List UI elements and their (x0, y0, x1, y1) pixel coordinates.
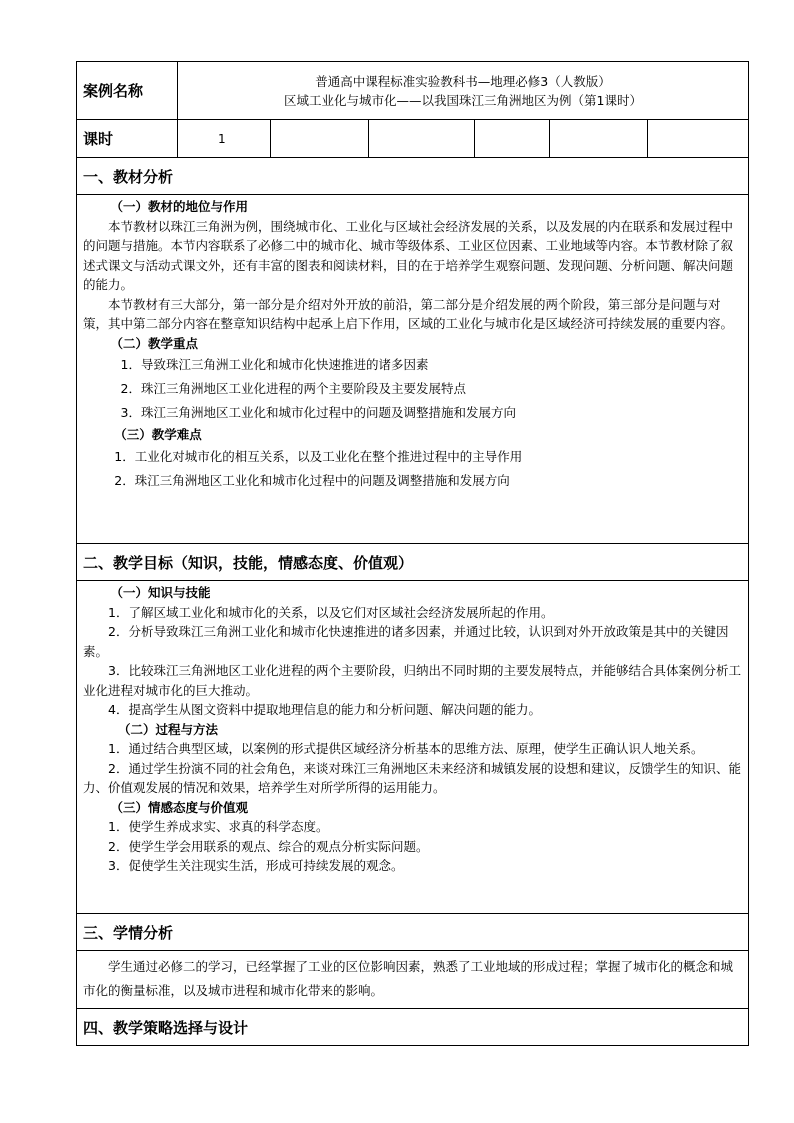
section1-body (77, 195, 749, 544)
list-item: 2．通过学生扮演不同的社会角色，来谈对珠江三角洲地区未来经济和城镇发展的设想和建议，反馈学生的知识、能力、价值观发展的情况和效果，培养学生对所学所得的运用能力。 (83, 760, 741, 795)
section3-title: 三、学情分析 (77, 914, 749, 951)
list-item: 2．珠江三角洲地区工业化和城市化过程中的问题及调整措施和发展方向 (114, 472, 510, 488)
section3-title-row (77, 914, 749, 951)
section2-title: 二、教学目标（知识，技能，情感态度、价值观） (77, 544, 749, 581)
list-item: 1．了解区域工业化和城市化的关系，以及它们对区域社会经济发展所起的作用。 (108, 604, 554, 620)
section2-body (77, 581, 749, 914)
subheading: （三）情感态度与价值观 (110, 799, 249, 815)
empty-cell (369, 120, 475, 158)
period-value: 1 (178, 120, 271, 158)
empty-cell (550, 120, 648, 158)
section1-body-row (77, 195, 749, 544)
lesson-plan-page (76, 61, 748, 1046)
list-item: 2．使学生学会用联系的观点、综合的观点分析实际问题。 (108, 838, 429, 854)
list-item: 2．分析导致珠江三角洲工业化和城市化快速推进的诸多因素，并通过比较，认识到对外开放政策是其中的关键因素。 (83, 624, 729, 659)
paragraph: 本节教材有三大部分，第一部分是介绍对外开放的前沿，第二部分是介绍发展的两个阶段，第三部分是问题与对策，其中第二部分内容在整章知识结构中起承上启下作用，区域的工业化与城市化是区域经济可持续发展的重要内容。 (83, 296, 734, 331)
subheading: （三）教学难点 (114, 427, 202, 442)
section2-title-row (77, 544, 749, 581)
section1-title: 一、教材分析 (77, 158, 749, 195)
list-item: 3．促使学生关注现实生活，形成可持续发展的观念。 (108, 858, 404, 873)
subheading: （二）教学重点 (110, 335, 199, 351)
subheading: （一）知识与技能 (110, 585, 211, 600)
list-item: 1．使学生养成求实、求真的科学态度。 (108, 819, 329, 834)
list-item: 3．珠江三角洲地区工业化和城市化过程中的问题及调整措施和发展方向 (120, 405, 516, 420)
section2-body-row (77, 581, 749, 914)
list-item: 1．工业化对城市化的相互关系，以及工业化在整个推进过程中的主导作用 (114, 448, 523, 464)
section1-title-row (77, 158, 749, 195)
section4-title: 四、教学策略选择与设计 (77, 1009, 749, 1046)
case-name-label: 案例名称 (77, 62, 178, 120)
empty-cell (271, 120, 369, 158)
paragraph: 本节教材以珠江三角洲为例，围绕城市化、工业化与区域社会经济发展的关系，以及发展的内在联系和发展过程中的问题与措施。本节内容联系了必修二中的城市化、城市等级体系、工业区位因素、工业地域等内容。本节教材除了叙述式课文与活动式课文外，还有丰富的图表和阅读材料，目的在于培养学生观察问题、发现问题、分析问题、解决问题的能力。 (83, 218, 734, 292)
empty-cell (475, 120, 550, 158)
period-row (77, 120, 749, 158)
case-title-line2: 区域工业化与城市化——以我国珠江三角洲地区为例（第1课时） (284, 92, 642, 108)
section3-body (77, 951, 749, 1009)
subheading: （二）过程与方法 (118, 721, 219, 737)
list-item: 1．通过结合典型区域，以案例的形式提供区域经济分析基本的思维方法、原理，使学生正确认识人地关系。 (108, 741, 704, 756)
empty-cell (648, 120, 749, 158)
paragraph: 学生通过必修二的学习，已经掌握了工业的区位影响因素，熟悉了工业地域的形成过程；掌握了城市化的概念和城市化的衡量标准，以及城市进程和城市化带来的影响。 (83, 958, 734, 998)
list-item: 3．比较珠江三角洲地区工业化进程的两个主要阶段，归纳出不同时期的主要发展特点，并能够结合具体案例分析工业化进程对城市化的巨大推动。 (83, 663, 741, 698)
subheading: （一）教材的地位与作用 (110, 199, 249, 214)
period-label: 课时 (77, 120, 178, 158)
list-item: 2．珠江三角洲地区工业化进程的两个主要阶段及主要发展特点 (120, 381, 466, 396)
case-title (178, 62, 749, 120)
section3-body-row (77, 951, 749, 1009)
list-item: 4．提高学生从图文资料中提取地理信息的能力和分析问题、解决问题的能力。 (108, 702, 541, 717)
case-name-row (77, 62, 749, 120)
case-title-line1: 普通高中课程标准实验教科书—地理必修3（人教版） (315, 73, 611, 89)
section4-title-row (77, 1009, 749, 1046)
list-item: 1．导致珠江三角洲工业化和城市化快速推进的诸多因素 (120, 357, 429, 372)
lesson-plan-table (76, 61, 749, 1046)
